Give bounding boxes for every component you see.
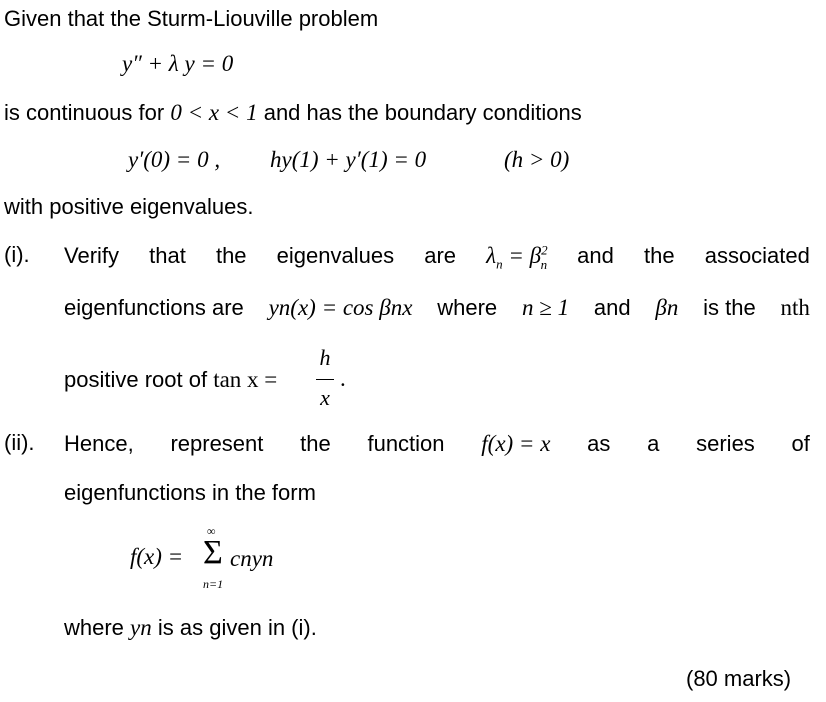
nth-text: nth — [780, 295, 810, 320]
tan-equation-lhs: tan x = — [213, 367, 278, 392]
is-the-text: is the — [703, 295, 756, 320]
fraction-bar — [316, 379, 334, 380]
where-line-suffix: is as given in (i). — [157, 615, 317, 640]
part-ii-word: as — [587, 431, 611, 456]
part-ii-word: of — [791, 431, 810, 456]
part-i-word: the — [644, 243, 675, 268]
part-i-line-2 — [64, 296, 810, 319]
ode-equation — [122, 52, 233, 75]
boundary-parameter-condition: (h > 0) — [504, 147, 570, 172]
where-line-prefix: where — [64, 615, 124, 640]
marks-label: (80 marks) — [686, 666, 792, 691]
eigenfunctions-are-text: eigenfunctions are — [64, 295, 244, 320]
part-i-line-3 — [64, 368, 277, 391]
part-i-word: associated — [704, 243, 810, 268]
part-ii-word: a — [647, 431, 660, 456]
beta-n-symbol: βn — [655, 295, 679, 320]
continuity-prefix: is continuous for — [4, 100, 165, 125]
part-ii-word: series — [696, 431, 755, 456]
series-lhs: f(x) = — [130, 544, 184, 569]
tan-period: . — [340, 366, 346, 391]
part-ii-word: function — [367, 431, 445, 456]
part-ii-line-2: eigenfunctions in the form — [64, 480, 316, 505]
part-i-word: eigenvalues — [276, 243, 395, 268]
and-text: and — [593, 295, 631, 320]
ode-equation-text: y″ + λ y = 0 — [122, 51, 234, 76]
where-line — [64, 616, 317, 639]
where-text: where — [437, 295, 498, 320]
part-ii-word: represent — [170, 431, 264, 456]
fraction-denominator: x — [320, 385, 330, 410]
positive-root-text: positive root of — [64, 367, 208, 392]
eigenfunction-formula: yn(x) = cos βnx — [268, 295, 413, 320]
continuity-suffix: and has the boundary conditions — [263, 100, 582, 125]
continuity-range: 0 < x < 1 — [170, 100, 258, 125]
part-i-word: and — [577, 243, 614, 268]
part-ii-word: the — [300, 431, 331, 456]
part-ii-label: (ii). — [4, 430, 35, 455]
beta-subscript: n — [540, 256, 548, 272]
part-i-label: (i). — [4, 242, 30, 267]
function-formula: f(x) = x — [481, 431, 551, 456]
part-ii-line-1 — [64, 432, 810, 455]
intro-text: Given that the Sturm-Liouville problem — [4, 6, 379, 31]
part-i-line-1 — [64, 242, 810, 272]
y-n-symbol: yn — [130, 615, 152, 640]
boundary-condition-1: y′(0) = 0 , — [128, 147, 221, 172]
eigenvalue-lambda: λ — [486, 243, 497, 268]
part-i-word: Verify — [64, 243, 120, 268]
fraction-numerator: h — [319, 345, 331, 370]
part-ii-word: Hence, — [64, 431, 134, 456]
n-condition: n ≥ 1 — [521, 295, 570, 320]
eigenvalue-equals-beta: = β — [502, 243, 542, 268]
series-term: cnyn — [230, 546, 274, 571]
part-i-word: that — [149, 243, 186, 268]
part-i-word: the — [215, 243, 247, 268]
eigenvalue-formula — [486, 242, 548, 272]
eigenvalue-subscript: n — [496, 256, 503, 272]
summation-upper-limit: ∞ — [207, 524, 216, 538]
boundary-condition-2: hy(1) + y′(1) = 0 — [270, 147, 427, 172]
positive-eigenvalues-text: with positive eigenvalues. — [4, 194, 254, 219]
eigenvalue-superscript: 2 — [541, 242, 548, 258]
continuity-line — [4, 101, 582, 124]
part-i-word: are — [424, 243, 456, 268]
summation-sign: Σ — [203, 534, 223, 571]
summation-lower-limit: n=1 — [203, 577, 224, 591]
